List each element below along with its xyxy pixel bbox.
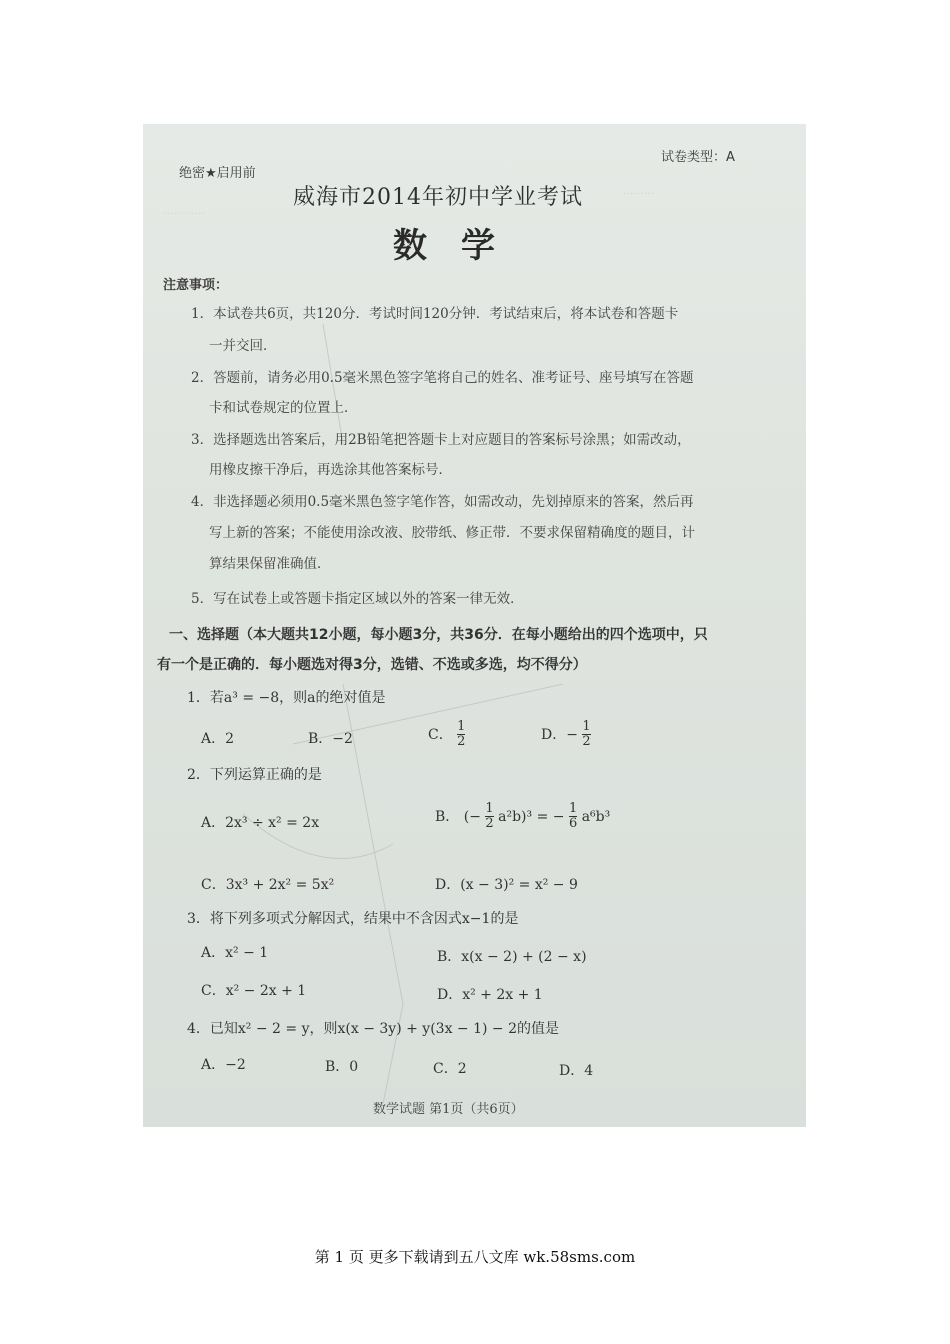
secret-label: 绝密★启用前 <box>179 166 256 181</box>
option-b-label: B． <box>435 808 460 825</box>
notice-item-1-cont: 一并交回． <box>209 338 277 354</box>
question-1-option-a: A．2 <box>201 731 235 747</box>
question-2-option-b <box>435 802 610 832</box>
option-c-label: C． <box>428 726 453 743</box>
question-4-option-c: C．2 <box>433 1061 467 1077</box>
fraction-denominator: 6 <box>568 816 578 832</box>
question-1-option-d <box>541 720 591 750</box>
question-2-option-a: A．2x³ ÷ x² = 2x <box>201 815 320 831</box>
svg-text:.........: ......... <box>623 184 655 197</box>
notice-item-4-cont1: 写上新的答案；不能使用涂改液、胶带纸、修正带．不要求保留精确度的题目，计 <box>209 525 695 541</box>
fraction-numerator: 1 <box>485 801 494 816</box>
question-1-stem: 1．若a³ = −8，则a的绝对值是 <box>187 690 386 706</box>
question-2-option-d: D．(x − 3)² = x² − 9 <box>435 877 578 893</box>
section-1-instructions: 一、选择题（本大题共12小题，每小题3分，共36分．在每小题给出的四个选项中，只 <box>169 627 708 643</box>
question-3-option-c: C．x² − 2x + 1 <box>201 983 307 999</box>
section-1-instructions-cont: 有一个是正确的．每小题选对得3分，选错、不选或多选，均不得分） <box>157 657 587 673</box>
question-4-option-d: D．4 <box>559 1063 594 1079</box>
fraction-one-half <box>485 802 493 832</box>
question-1-option-c <box>428 720 465 750</box>
notice-item-4: 4．非选择题必须用0.5毫米黑色签字笔作答，如需改动，先划掉原来的答案，然后再 <box>191 494 694 510</box>
expr-right: a⁶b³ <box>581 808 611 825</box>
fraction-denominator: 2 <box>485 816 494 832</box>
exam-page-footer: 数学试题 第1页（共6页） <box>373 1102 524 1117</box>
question-2-option-c: C．3x³ + 2x² = 5x² <box>201 877 335 893</box>
fraction-numerator: 1 <box>582 719 591 734</box>
question-4-stem: 4．已知x² − 2 = y，则x(x − 3y) + y(3x − 1) − 2的值是 <box>187 1021 559 1037</box>
question-4-option-b: B．0 <box>325 1059 359 1075</box>
paper-type-label: 试卷类型：A <box>661 150 735 165</box>
question-3-stem: 3．将下列多项式分解因式，结果中不含因式x−1的是 <box>187 911 519 927</box>
notice-item-5: 5．写在试卷上或答题卡指定区域以外的答案一律无效． <box>191 591 524 607</box>
notice-item-1: 1．本试卷共6页，共120分．考试时间120分钟．考试结束后，将本试卷和答题卡 <box>191 306 679 322</box>
question-4-option-a: A．−2 <box>201 1057 246 1073</box>
scanned-exam-photo <box>143 124 806 1127</box>
fraction-numerator: 1 <box>568 801 578 816</box>
question-3-option-d: D．x² + 2x + 1 <box>437 987 543 1003</box>
fraction-denominator: 2 <box>457 734 466 750</box>
notice-item-3-cont: 用橡皮擦干净后，再选涂其他答案标号． <box>209 462 452 478</box>
fraction-one-half <box>457 720 465 750</box>
fraction-denominator: 2 <box>582 734 591 750</box>
svg-text:............: ............ <box>163 204 205 217</box>
exam-title: 威海市2014年初中学业考试 <box>293 185 583 210</box>
fraction-one-half <box>582 720 590 750</box>
fraction-one-sixth <box>569 802 577 832</box>
notice-item-2-cont: 卡和试卷规定的位置上． <box>209 400 358 416</box>
notice-item-2: 2．答题前，请务必用0.5毫米黑色签字笔将自己的姓名、准考证号、座号填写在答题 <box>191 370 694 386</box>
fraction-numerator: 1 <box>457 719 466 734</box>
expr-left: (− <box>463 808 481 825</box>
subject-title: 数学 <box>393 226 529 266</box>
notice-item-4-cont2: 算结果保留准确值． <box>209 556 331 572</box>
notice-item-3: 3．选择题选出答案后，用2B铅笔把答题卡上对应题目的答案标号涂黑；如需改动， <box>191 432 691 448</box>
question-2-stem: 2．下列运算正确的是 <box>187 767 322 783</box>
question-3-option-a: A．x² − 1 <box>201 945 269 961</box>
notice-heading: 注意事项： <box>163 278 229 293</box>
document-footer: 第 1 页 更多下载请到五八文库 wk.58sms.com <box>314 1248 636 1266</box>
question-3-option-b: B．x(x − 2) + (2 − x) <box>437 949 587 965</box>
question-1-option-b: B．−2 <box>308 731 353 747</box>
expr-mid: a²b)³ = − <box>498 808 565 825</box>
option-d-label: D．− <box>541 726 578 743</box>
